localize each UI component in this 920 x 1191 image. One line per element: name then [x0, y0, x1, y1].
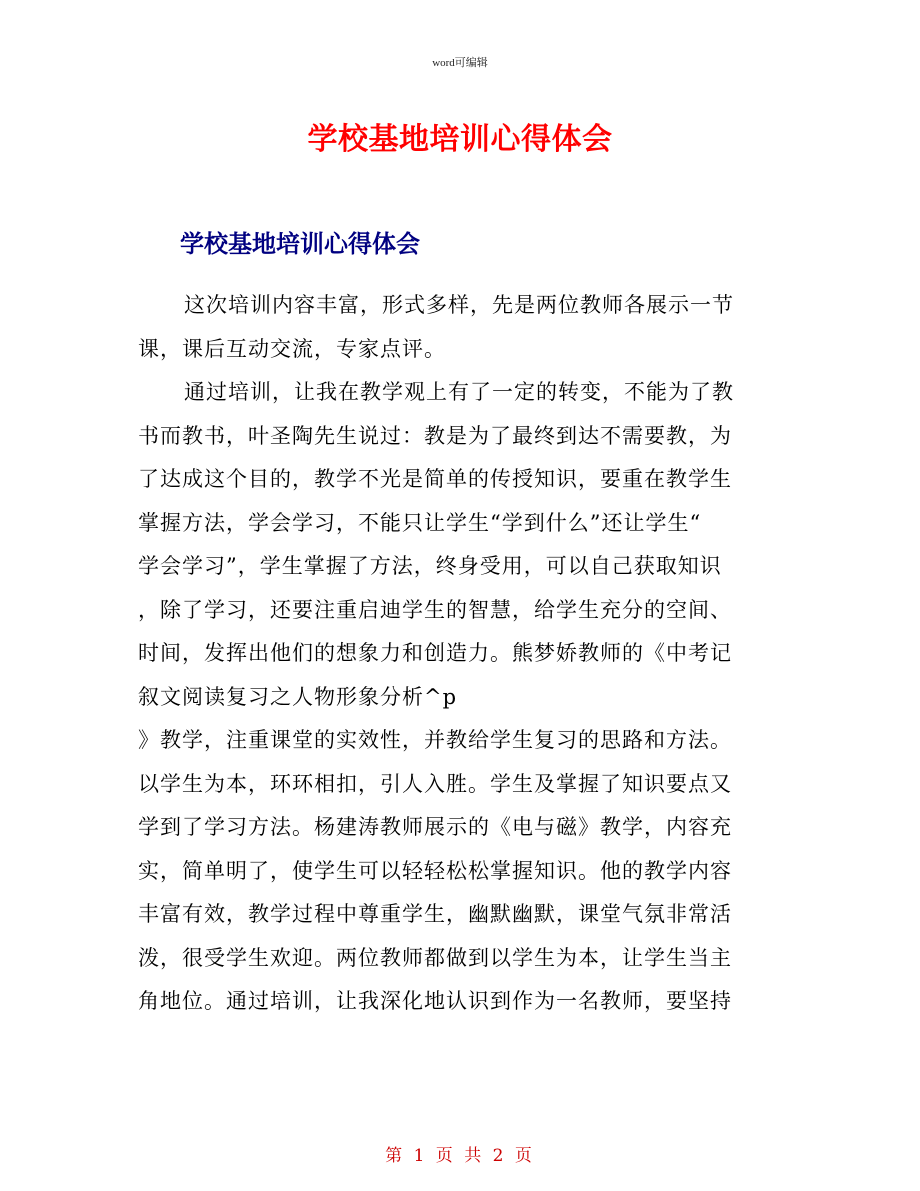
paragraph-line: 角地位。通过培训，让我深化地认识到作为一名教师，要坚持: [138, 989, 732, 1013]
paragraph-line: 学会学习”，学生掌握了方法，终身受用，可以自己获取知识: [138, 554, 722, 578]
paragraph-line: 课，课后互动交流，专家点评。: [138, 336, 446, 361]
page-number: 第 1 页 共 2 页: [385, 1146, 535, 1166]
paragraph-line: 叙文阅读复习之人物形象分析^p: [138, 684, 458, 709]
paragraph-line: 掌握方法，学会学习，不能只让学生“学到什么”还让学生“: [138, 510, 702, 535]
paragraph-line: 实，简单明了，使学生可以轻轻松松掌握知识。他的教学内容: [138, 858, 732, 883]
header-note: word可编辑: [432, 57, 488, 69]
document-title: 学校基地培训心得体会: [307, 122, 613, 157]
paragraph-line: 书而教书，叶圣陶先生说过：教是为了最终到达不需要教，为: [138, 423, 732, 448]
body-text: [138, 284, 788, 1024]
paragraph-line: 这次培训内容丰富，形式多样，先是两位教师各展示一节: [184, 293, 734, 317]
paragraph-line: 了达成这个目的，教学不光是简单的传授知识，要重在教学生: [138, 467, 732, 491]
paragraph-line: 丰富有效，教学过程中尊重学生，幽默幽默，课堂气氛非常活: [138, 902, 732, 926]
document-subtitle: 学校基地培训心得体会: [180, 230, 420, 258]
paragraph-line: 时间，发挥出他们的想象力和创造力。熊梦娇教师的《中考记: [138, 641, 732, 665]
paragraph-line: ，除了学习，还要注重启迪学生的智慧，给学生充分的空间、: [138, 597, 732, 622]
paragraph-line: 泼，很受学生欢迎。两位教师都做到以学生为本，让学生当主: [138, 945, 732, 970]
paragraph-line: 学到了学习方法。杨建涛教师展示的《电与磁》教学，内容充: [138, 815, 732, 839]
paragraph-line: 》教学，注重课堂的实效性，并教给学生复习的思路和方法。: [138, 728, 732, 752]
paragraph-line: 以学生为本，环环相扣，引人入胜。学生及掌握了知识要点又: [138, 771, 732, 796]
paragraph-line: 通过培训，让我在教学观上有了一定的转变，不能为了教: [184, 380, 734, 404]
